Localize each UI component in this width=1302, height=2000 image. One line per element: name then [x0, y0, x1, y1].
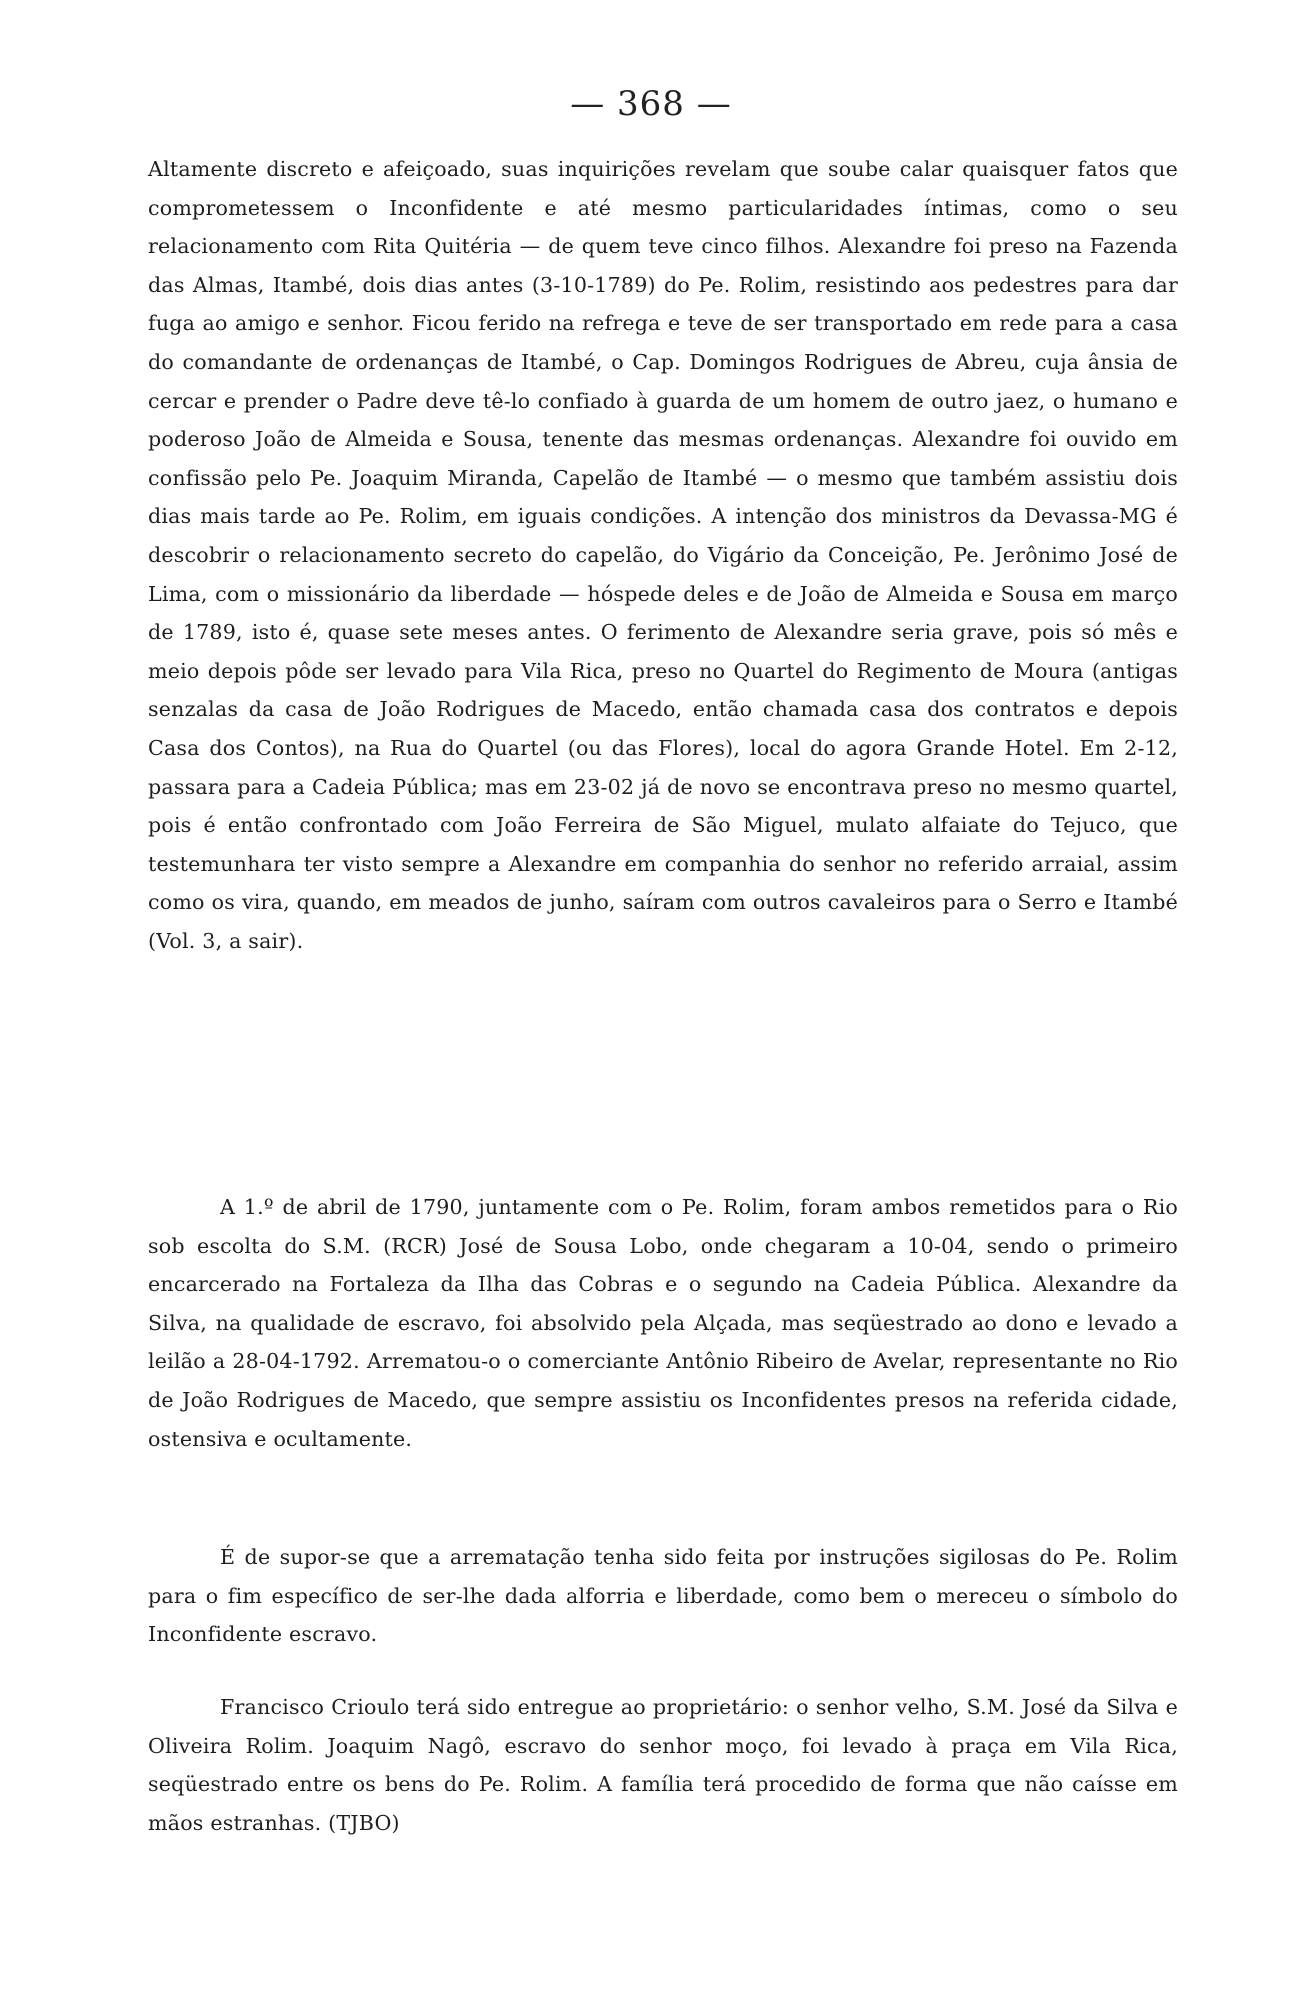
paragraph-4-text: Francisco Crioulo terá sido entregue ao proprietário: o senhor velho, S.M. José da Silva e Oliveira Rolim. Joaquim Nagô, escravo do senhor moço, foi levado à praça em Vila Rica, seqüestrado entre os bens do Pe. Rolim. A família terá procedido de forma que não caísse em mãos estranhas. (TJBO) [148, 1695, 1178, 1835]
paragraph-2 [148, 1188, 1178, 1458]
page-number: — 368 — [570, 84, 732, 124]
paragraph-1 [148, 150, 1178, 960]
paragraph-1-text: Altamente discreto e afeiçoado, suas inquirições revelam que soube calar quaisquer fatos que comprometessem o Inconfidente e até mesmo particularidades íntimas, como o seu relacionamento com Rita Quitéria — de quem teve cinco filhos. Alexandre foi preso na Fazenda das Almas, Itambé, dois dias antes (3-10-1789) do Pe. Rolim, resistindo aos pedestres para dar fuga ao amigo e senhor. Ficou ferido na refrega e teve de ser transportado em rede para a casa do comandante de ordenanças de Itambé, o Cap. Domingos Rodrigues de Abreu, cuja ânsia de cercar e prender o Padre deve tê-lo confiado à guarda de um homem de outro jaez, o humano e poderoso João de Almeida e Sousa, tenente das mesmas ordenanças. Alexandre foi ouvido em confissão pelo Pe. Joaquim Miranda, Capelão de Itambé — o mesmo que também assistiu dois dias mais tarde ao Pe. Rolim, em iguais condições. A intenção dos ministros da Devassa-MG é descobrir o relacionamento secreto do capelão, do Vigário da Conceição, Pe. Jerônimo José de Lima, com o missionário da liberdade — hóspede deles e de João de Almeida e Sousa em março de 1789, isto é, quase sete meses antes. O ferimento de Alexandre seria grave, pois só mês e meio depois pôde ser levado para Vila Rica, preso no Quartel do Regimento de Moura (antigas senzalas da casa de João Rodrigues de Macedo, então chamada casa dos contratos e depois Casa dos Contos), na Rua do Quartel (ou das Flores), local do agora Grande Hotel. Em 2-12, passara para a Cadeia Pública; mas em 23-02 já de novo se encontrava preso no mesmo quartel, pois é então confrontado com João Ferreira de São Miguel, mulato alfaiate do Tejuco, que testemunhara ter visto sempre a Alexandre em companhia do senhor no referido arraial, assim como os vira, quando, em meados de junho, saíram com outros cavaleiros para o Serro e Itambé (Vol. 3, a sair). [148, 157, 1178, 953]
paragraph-3-text: É de supor-se que a arrematação tenha sido feita por instruções sigilosas do Pe. Rolim para o fim específico de ser-lhe dada alforria e liberdade, como bem o mereceu o símbolo do Inconfidente escravo. [148, 1545, 1178, 1647]
paragraph-2-text: A 1.º de abril de 1790, juntamente com o Pe. Rolim, foram ambos remetidos para o Rio sob escolta do S.M. (RCR) José de Sousa Lobo, onde chegaram a 10-04, sendo o primeiro encarcerado na Fortaleza da Ilha das Cobras e o segundo na Cadeia Pública. Alexandre da Silva, na qualidade de escravo, foi absolvido pela Alçada, mas seqüestrado ao dono e levado a leilão a 28-04-1792. Arrematou-o o comerciante Antônio Ribeiro de Avelar, representante no Rio de João Rodrigues de Macedo, que sempre assistiu os Inconfidentes presos na referida cidade, ostensiva e ocultamente. [148, 1195, 1178, 1451]
paragraph-3 [148, 1538, 1178, 1654]
paragraph-4 [148, 1688, 1178, 1842]
